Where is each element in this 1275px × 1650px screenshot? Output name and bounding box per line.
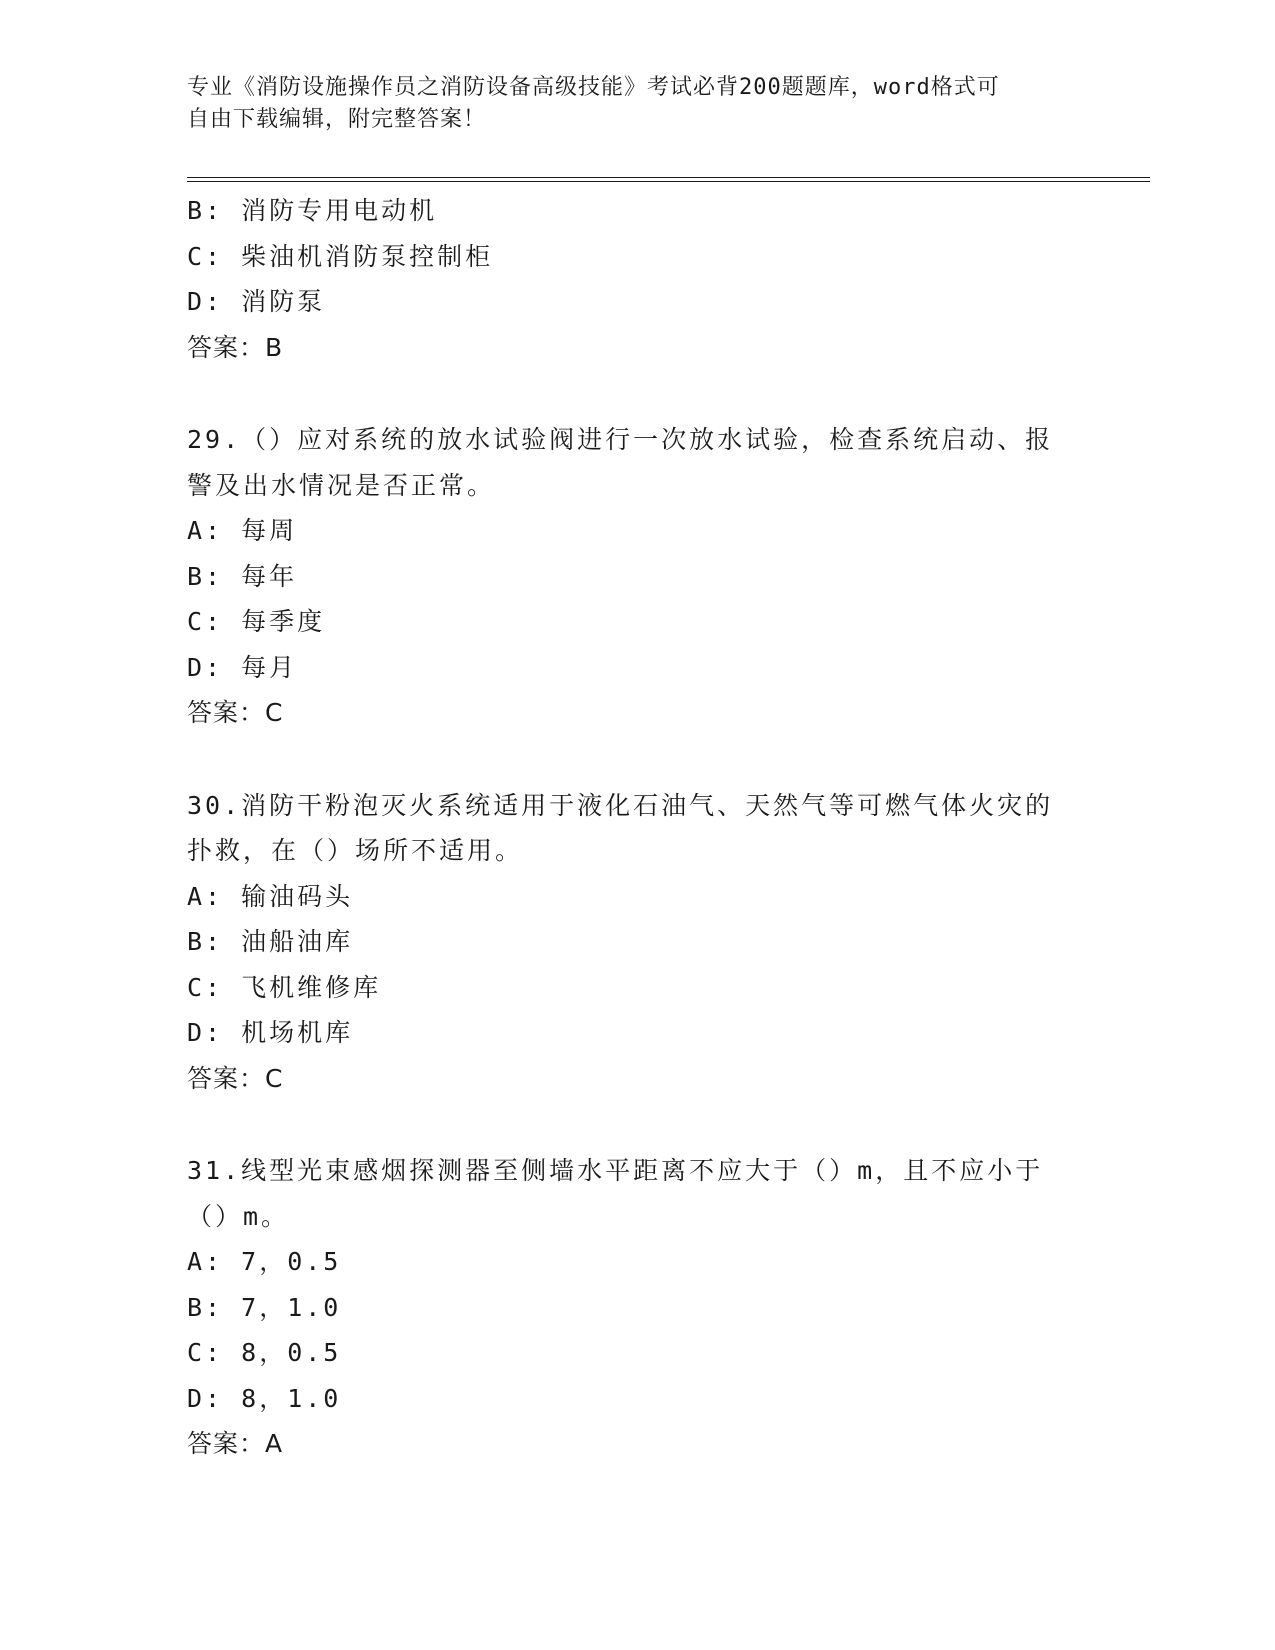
question-stem-line-1: 31.线型光束感烟探测器至侧墙水平距离不应大于（）m，且不应小于: [187, 1156, 1044, 1185]
answer-line: 答案：B: [187, 332, 284, 362]
question-spacer: [187, 1101, 1087, 1148]
header-title-line-1: 专业《消防设施操作员之消防设备高级技能》考试必背200题题库，word格式可: [187, 75, 1000, 100]
option-a: A: 输油码头: [187, 881, 354, 911]
option-a: A: 7，0.5: [187, 1247, 342, 1276]
question-spacer: [187, 370, 1087, 417]
option-c: C: 8，0.5: [187, 1338, 342, 1367]
option-c: C: 每季度: [187, 607, 326, 636]
answer-line: 答案：A: [187, 1429, 284, 1458]
option-b: B: 7，1.0: [187, 1292, 342, 1322]
option-b: B: 消防专用电动机: [187, 196, 438, 225]
option-c: C: 飞机维修库: [187, 972, 382, 1002]
page-header: [187, 72, 1067, 136]
option-d: D: 机场机库: [187, 1018, 354, 1047]
option-d: D: 消防泵: [187, 287, 326, 316]
question-stem-line-1: 30.消防干粉泡灭火系统适用于液化石油气、天然气等可燃气体火灾的: [187, 790, 1054, 820]
option-c: C: 柴油机消防泵控制柜: [187, 241, 494, 271]
question-list: [187, 188, 1087, 1467]
answer-line: 答案：C: [187, 698, 284, 727]
question-stem-line-1: 29.（）应对系统的放水试验阀进行一次放水试验，检查系统启动、报: [187, 425, 1054, 454]
option-b: B: 油船油库: [187, 927, 354, 956]
option-b: B: 每年: [187, 561, 298, 591]
question-31: [187, 1148, 1087, 1467]
option-d: D: 每月: [187, 652, 298, 682]
question-28-continued: [187, 188, 1087, 370]
question-stem-line-2: 扑救，在（）场所不适用。: [187, 836, 524, 865]
question-30: [187, 783, 1087, 1102]
option-d: D: 8，1.0: [187, 1383, 342, 1413]
answer-line: 答案：C: [187, 1063, 284, 1093]
question-29: [187, 417, 1087, 736]
header-title-line-2: 自由下载编辑，附完整答案！: [187, 107, 487, 132]
header-divider: [187, 177, 1150, 182]
question-stem-line-2: （）m。: [187, 1201, 290, 1231]
question-spacer: [187, 736, 1087, 783]
option-a: A: 每周: [187, 516, 298, 545]
question-stem-line-2: 警及出水情况是否正常。: [187, 470, 496, 500]
